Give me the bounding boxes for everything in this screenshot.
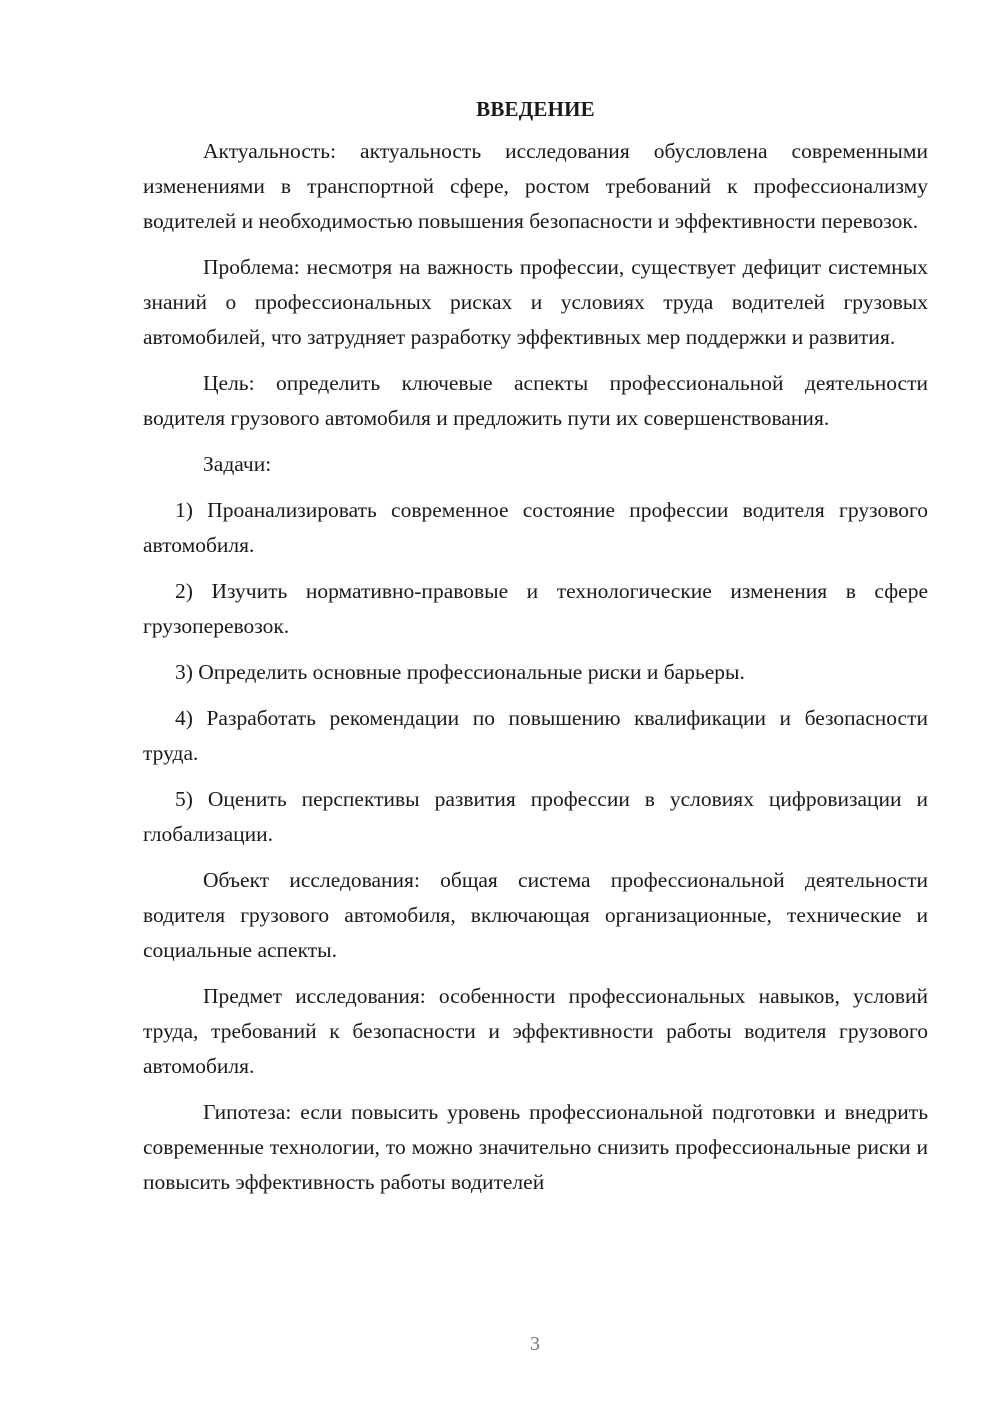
task-item: 3) Определить основные профессиональные риски и барьеры. <box>175 660 745 684</box>
paragraph-relevance: Актуальность: актуальность исследования обусловлена современными изменениями в транспортной сфере, ростом требований к профессионализму водителей и необходимостью повышения безопасности и эффективности перевозок. <box>143 139 928 233</box>
paragraph-hypothesis: Гипотеза: если повысить уровень профессиональной подготовки и внедрить современные технологии, то можно значительно снизить профессиональные риски и повысить эффективность работы водителей <box>143 1100 928 1194</box>
paragraph-subject: Предмет исследования: особенности профессиональных навыков, условий труда, требований к безопасности и эффективности работы водителя грузового автомобиля. <box>143 984 928 1078</box>
paragraph-goal: Цель: определить ключевые аспекты профессиональной деятельности водителя грузового автомобиля и предложить пути их совершенствования. <box>143 371 928 430</box>
task-item: 1) Проанализировать современное состояние профессии водителя грузового автомобиля. <box>143 498 928 557</box>
section-title: ВВЕДЕНИЕ <box>476 97 595 121</box>
paragraph-problem: Проблема: несмотря на важность профессии, существует дефицит системных знаний о профессиональных рисках и условиях труда водителей грузовых автомобилей, что затрудняет разработку эффективных мер поддержки и развития. <box>143 255 928 349</box>
page-content <box>143 92 928 1211</box>
task-item: 4) Разработать рекомендации по повышению квалификации и безопасности труда. <box>143 706 928 765</box>
paragraph-tasks-heading: Задачи: <box>203 452 272 476</box>
task-item: 2) Изучить нормативно-правовые и технологические изменения в сфере грузоперевозок. <box>143 579 928 638</box>
task-item: 5) Оценить перспективы развития профессии в условиях цифровизации и глобализации. <box>143 787 928 846</box>
paragraph-object: Объект исследования: общая система профессиональной деятельности водителя грузового автомобиля, включающая организационные, технические и социальные аспекты. <box>143 868 928 962</box>
page-number: 3 <box>530 1333 540 1355</box>
